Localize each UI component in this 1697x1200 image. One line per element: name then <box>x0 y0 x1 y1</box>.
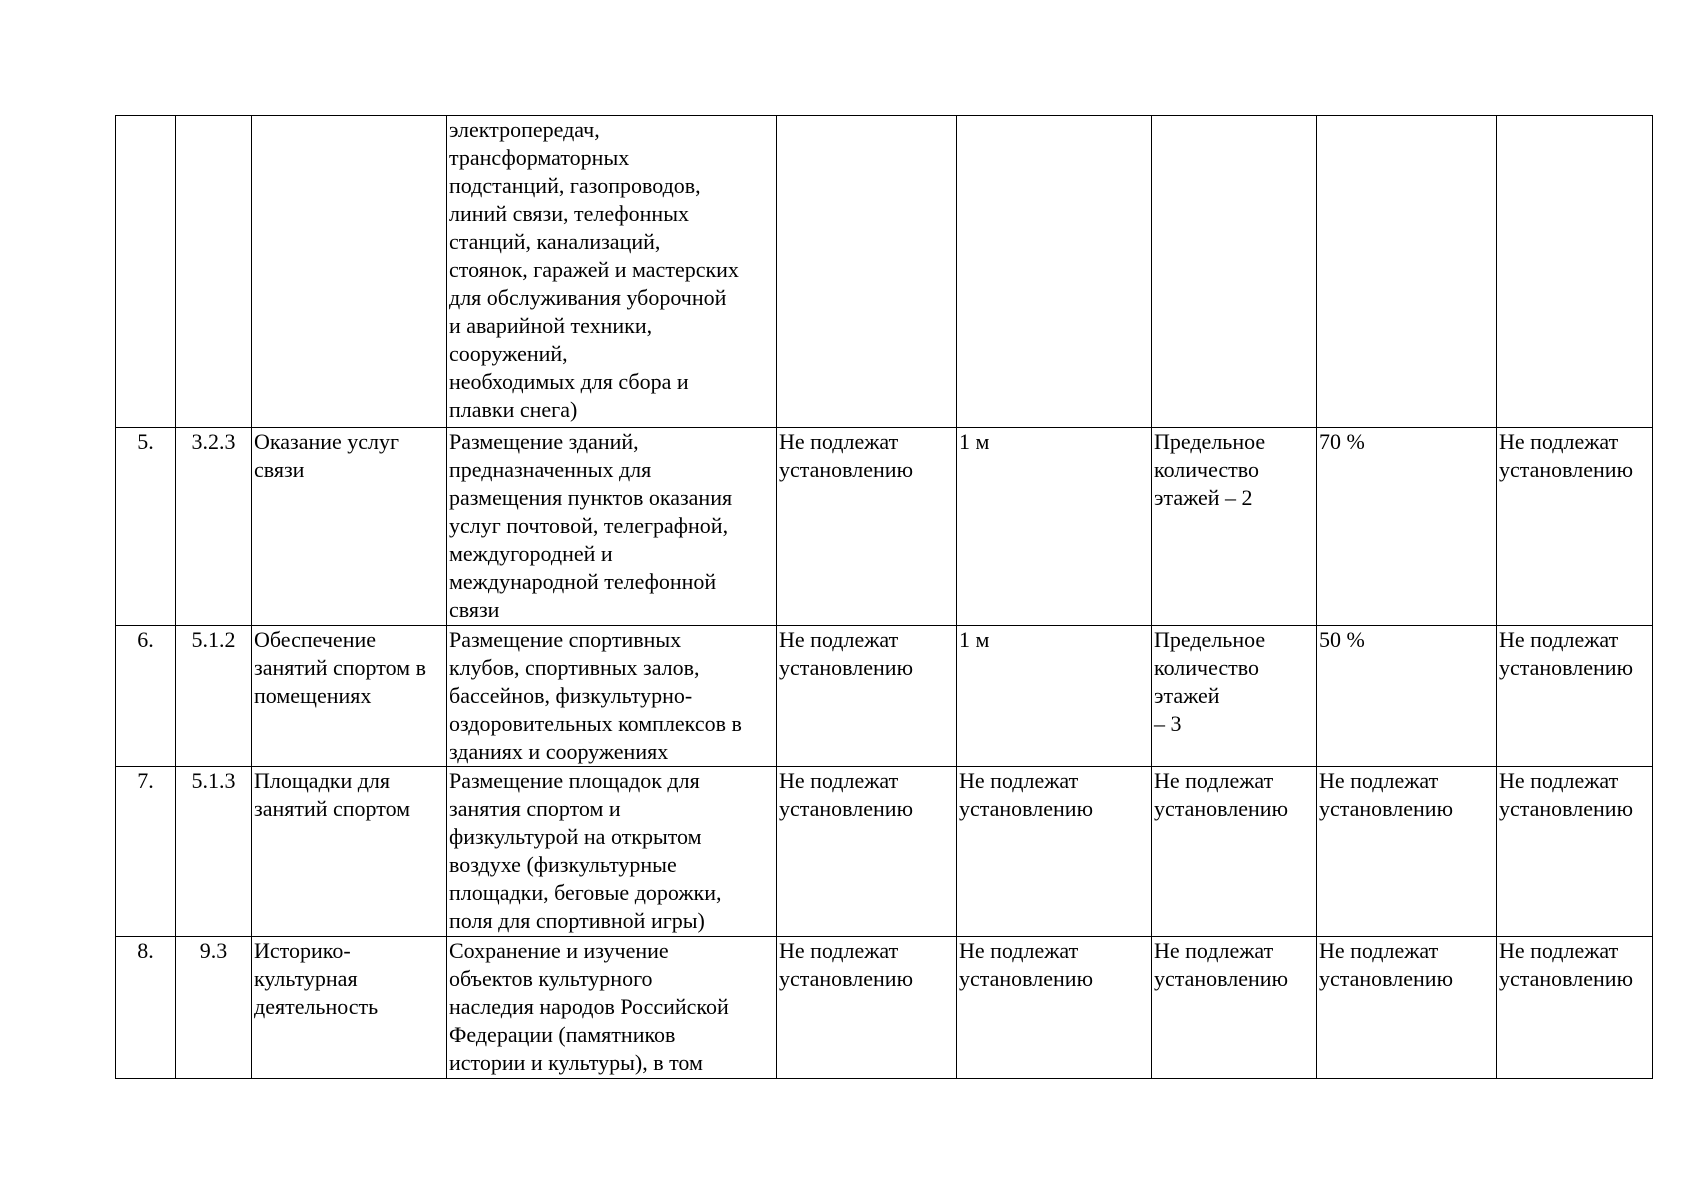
indent-cell: 1 м <box>957 428 1152 626</box>
min-area-cell: Не подлежат установлению <box>777 626 957 767</box>
other-params-cell: Не подлежат установлению <box>1497 428 1653 626</box>
use-name-cell: Площадки для занятий спортом <box>252 767 447 937</box>
indent-cell <box>957 116 1152 428</box>
floors-cell: Предельное количество этажей – 2 <box>1152 428 1317 626</box>
indent-cell: 1 м <box>957 626 1152 767</box>
use-description-cell: Сохранение и изучение объектов культурного наследия народов Российской Федерации (памятников истории и культуры), в том <box>447 937 777 1079</box>
other-params-cell <box>1497 116 1653 428</box>
coverage-cell: 50 % <box>1317 626 1497 767</box>
coverage-cell: Не подлежат установлению <box>1317 767 1497 937</box>
floors-cell: Не подлежат установлению <box>1152 937 1317 1079</box>
floors-cell <box>1152 116 1317 428</box>
row-number-cell <box>116 116 176 428</box>
use-description-cell: Размещение спортивных клубов, спортивных залов, бассейнов, физкультурно- оздоровительных комплексов в зданиях и сооружениях <box>447 626 777 767</box>
use-name-cell: Историко- культурная деятельность <box>252 937 447 1079</box>
other-params-cell: Не подлежат установлению <box>1497 626 1653 767</box>
min-area-cell: Не подлежат установлению <box>777 428 957 626</box>
table-row <box>116 937 1653 1079</box>
use-code-cell: 5.1.2 <box>176 626 252 767</box>
table-row <box>116 626 1653 767</box>
use-name-cell: Обеспечение занятий спортом в помещениях <box>252 626 447 767</box>
use-description-cell: Размещение площадок для занятия спортом и физкультурой на открытом воздухе (физкультурные площадки, беговые дорожки, поля для спортивной игры) <box>447 767 777 937</box>
use-code-cell: 5.1.3 <box>176 767 252 937</box>
indent-cell: Не подлежат установлению <box>957 937 1152 1079</box>
use-name-cell <box>252 116 447 428</box>
use-code-cell: 3.2.3 <box>176 428 252 626</box>
row-number-cell: 7. <box>116 767 176 937</box>
row-number-cell: 5. <box>116 428 176 626</box>
other-params-cell: Не подлежат установлению <box>1497 767 1653 937</box>
row-number-cell: 8. <box>116 937 176 1079</box>
use-code-cell: 9.3 <box>176 937 252 1079</box>
use-description-cell: Размещение зданий, предназначенных для размещения пунктов оказания услуг почтовой, телеграфной, междугородней и международной телефонной связи <box>447 428 777 626</box>
min-area-cell: Не подлежат установлению <box>777 767 957 937</box>
min-area-cell <box>777 116 957 428</box>
coverage-cell: 70 % <box>1317 428 1497 626</box>
min-area-cell: Не подлежат установлению <box>777 937 957 1079</box>
other-params-cell: Не подлежат установлению <box>1497 937 1653 1079</box>
coverage-cell <box>1317 116 1497 428</box>
use-name-cell: Оказание услуг связи <box>252 428 447 626</box>
row-number-cell: 6. <box>116 626 176 767</box>
use-description-cell: электропередач, трансформаторных подстанций, газопроводов, линий связи, телефонных станций, канализаций, стоянок, гаражей и мастерских для обслуживания уборочной и аварийной техники, сооружений, необходимых для сбора и плавки снега) <box>447 116 777 428</box>
table-row <box>116 116 1653 428</box>
floors-cell: Предельное количество этажей – 3 <box>1152 626 1317 767</box>
table-row <box>116 767 1653 937</box>
coverage-cell: Не подлежат установлению <box>1317 937 1497 1079</box>
floors-cell: Не подлежат установлению <box>1152 767 1317 937</box>
table-row <box>116 428 1653 626</box>
zoning-regulations-table <box>115 115 1653 1079</box>
use-code-cell <box>176 116 252 428</box>
indent-cell: Не подлежат установлению <box>957 767 1152 937</box>
